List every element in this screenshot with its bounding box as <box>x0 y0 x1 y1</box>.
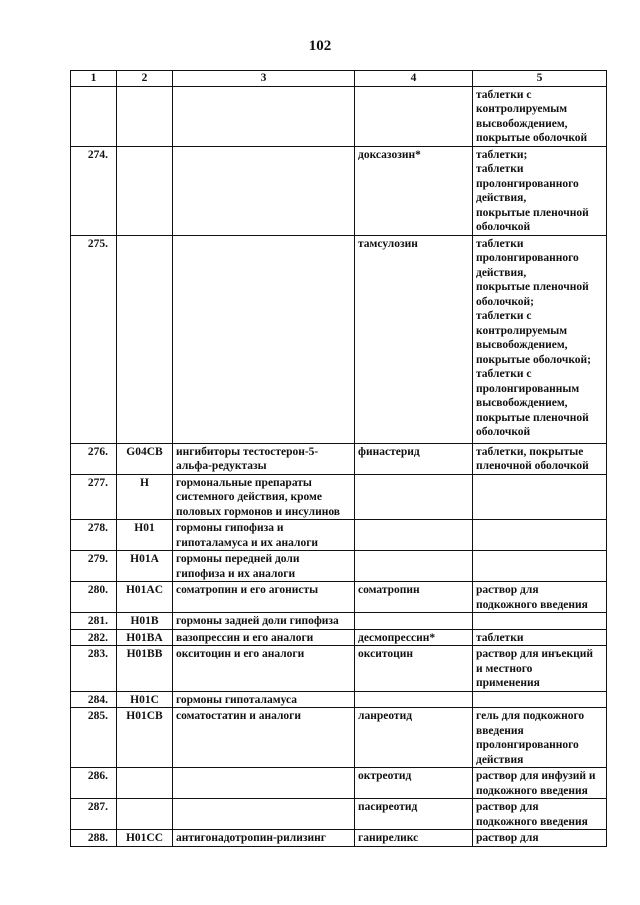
dosage-form: раствор для подкожного введения <box>476 584 588 611</box>
table-row <box>71 613 607 630</box>
table-row <box>71 799 607 830</box>
drug-name-cell <box>355 613 473 630</box>
drug-name-cell <box>355 235 473 443</box>
drug-name: октреотид <box>358 770 412 782</box>
dosage-form-cell <box>473 146 607 235</box>
atc-code: H01A <box>130 553 159 565</box>
atc-group-cell <box>173 799 355 830</box>
row-number-cell <box>71 646 117 692</box>
row-number: 280. <box>87 584 108 596</box>
atc-code-cell <box>117 799 173 830</box>
atc-code-cell <box>117 235 173 443</box>
dosage-form: раствор для инъекций и местного применения <box>476 648 593 689</box>
dosage-form-cell <box>473 799 607 830</box>
atc-code-cell <box>117 474 173 520</box>
table-row <box>71 146 607 235</box>
table-row <box>71 86 607 146</box>
column-header: 3 <box>173 71 355 87</box>
dosage-form: таблетки <box>476 631 524 644</box>
dosage-form-cell <box>473 235 607 443</box>
atc-group: гормоны задней доли гипофиза <box>176 615 339 627</box>
atc-code: G04CB <box>126 445 163 458</box>
atc-group: гормональные препараты системного действия, кроме половых гормонов и инсулинов <box>176 476 341 518</box>
dosage-form-cell <box>473 708 607 768</box>
atc-group: окситоцин и его аналоги <box>176 648 305 660</box>
dosage-form-cell <box>473 551 607 582</box>
row-number: 281. <box>87 615 108 627</box>
row-number-cell <box>71 708 117 768</box>
atc-group-cell <box>173 474 355 520</box>
table-row <box>71 235 607 443</box>
row-number: 283. <box>87 648 108 660</box>
document-table <box>70 70 607 847</box>
dosage-form-cell <box>473 629 607 646</box>
atc-code-cell <box>117 768 173 799</box>
dosage-form-cell <box>473 474 607 520</box>
atc-group: гормоны гипоталамуса <box>176 693 297 706</box>
atc-code: H01C <box>130 693 159 706</box>
drug-name-cell <box>355 443 473 474</box>
row-number: 286. <box>87 770 108 782</box>
atc-group: антигонадотропин-рилизинг <box>176 832 326 844</box>
row-number-cell <box>71 551 117 582</box>
atc-code-cell <box>117 708 173 768</box>
atc-code-cell <box>117 629 173 646</box>
row-number-cell <box>71 799 117 830</box>
drug-name: доксазозин* <box>358 148 421 161</box>
row-number-cell <box>71 235 117 443</box>
atc-code-cell <box>117 582 173 613</box>
drug-name: окситоцин <box>358 648 413 660</box>
atc-group: гормоны передней доли гипофиза и их аналоги <box>176 553 300 580</box>
row-number-cell <box>71 629 117 646</box>
row-number: 285. <box>87 710 108 722</box>
atc-group-cell <box>173 551 355 582</box>
row-number-cell <box>71 86 117 146</box>
atc-group-cell <box>173 768 355 799</box>
table-row <box>71 646 607 692</box>
atc-group: гормоны гипофиза и гипоталамуса и их аналоги <box>176 522 319 549</box>
atc-code: H01B <box>130 615 159 627</box>
dosage-form-cell <box>473 582 607 613</box>
row-number-cell <box>71 691 117 708</box>
dosage-form: раствор для <box>476 832 539 844</box>
dosage-form: раствор для подкожного введения <box>476 801 588 828</box>
table-row <box>71 443 607 474</box>
drug-name-cell <box>355 146 473 235</box>
dosage-form-cell <box>473 443 607 474</box>
dosage-form: раствор для инфузий и подкожного введения <box>476 770 596 797</box>
atc-code-cell <box>117 551 173 582</box>
drug-name: пасиреотид <box>358 801 418 813</box>
dosage-form-cell <box>473 646 607 692</box>
drug-name: ганиреликс <box>358 832 419 844</box>
drug-name-cell <box>355 768 473 799</box>
table-row <box>71 520 607 551</box>
atc-code: H01 <box>134 522 155 534</box>
dosage-form: таблетки пролонгированного действия, покрытые пленочной оболочкой; таблетки с контролируемым высвобождением, покрытые оболочкой; таблетки с пролонгированным высвобождением, покрытые пленочной оболочкой <box>476 237 591 438</box>
atc-group-cell <box>173 235 355 443</box>
atc-group-cell <box>173 708 355 768</box>
column-header: 2 <box>117 71 173 87</box>
row-number-cell <box>71 613 117 630</box>
row-number-cell <box>71 474 117 520</box>
drug-name: ланреотид <box>358 710 413 722</box>
dosage-form-cell <box>473 520 607 551</box>
drug-name-cell <box>355 551 473 582</box>
page-number: 102 <box>308 38 332 54</box>
atc-code-cell <box>117 613 173 630</box>
dosage-form-cell <box>473 768 607 799</box>
atc-group-cell <box>173 613 355 630</box>
drug-name: тамсулозин <box>358 237 418 250</box>
column-header: 1 <box>71 71 117 87</box>
atc-code: H01BB <box>126 648 163 660</box>
row-number: 279. <box>87 553 108 565</box>
drug-name-cell <box>355 830 473 847</box>
atc-group: ингибиторы тестостерон-5- альфа-редуктазы <box>176 445 319 472</box>
atc-code: H01AC <box>125 584 164 596</box>
atc-group: соматостатин и аналоги <box>176 710 301 722</box>
table-row <box>71 708 607 768</box>
dosage-form: таблетки, покрытые пленочной оболочкой <box>476 445 589 472</box>
atc-code: H01CC <box>125 832 164 844</box>
atc-code-cell <box>117 443 173 474</box>
atc-group-cell <box>173 646 355 692</box>
table-row <box>71 582 607 613</box>
row-number: 284. <box>87 693 108 706</box>
atc-group-cell <box>173 443 355 474</box>
atc-code: H01CB <box>126 710 163 722</box>
table-row <box>71 830 607 847</box>
atc-code-cell <box>117 520 173 551</box>
drug-name: финастерид <box>358 445 420 458</box>
column-header: 4 <box>355 71 473 87</box>
dosage-form-cell <box>473 613 607 630</box>
drug-name-cell <box>355 520 473 551</box>
table-row <box>71 768 607 799</box>
drug-name-cell <box>355 474 473 520</box>
dosage-form: гель для подкожного введения пролонгированного действия <box>476 710 585 766</box>
atc-group-cell <box>173 146 355 235</box>
atc-code-cell <box>117 146 173 235</box>
atc-group: вазопрессин и его аналоги <box>176 631 314 644</box>
row-number: 277. <box>87 476 108 489</box>
dosage-form: таблетки; таблетки пролонгированного действия, покрытые пленочной оболочкой <box>476 148 589 233</box>
table-row <box>71 629 607 646</box>
table-row <box>71 551 607 582</box>
atc-code: H01BA <box>126 631 163 644</box>
drug-name-cell <box>355 799 473 830</box>
drug-name-cell <box>355 708 473 768</box>
atc-group: соматропин и его агонисты <box>176 584 319 596</box>
drug-name: десмопрессин* <box>358 631 436 644</box>
row-number-cell <box>71 830 117 847</box>
drug-name-cell <box>355 629 473 646</box>
row-number-cell <box>71 768 117 799</box>
column-header: 5 <box>473 71 607 87</box>
row-number: 282. <box>87 631 108 644</box>
row-number-cell <box>71 146 117 235</box>
atc-code-cell <box>117 691 173 708</box>
row-number-cell <box>71 520 117 551</box>
drug-name-cell <box>355 86 473 146</box>
row-number: 288. <box>87 832 108 844</box>
atc-group-cell <box>173 691 355 708</box>
dosage-form-cell <box>473 830 607 847</box>
table-header-row <box>71 71 607 87</box>
atc-code-cell <box>117 86 173 146</box>
row-number-cell <box>71 582 117 613</box>
drug-name: соматропин <box>358 584 420 596</box>
row-number: 275. <box>87 237 108 250</box>
row-number: 278. <box>87 522 108 534</box>
table-row <box>71 474 607 520</box>
row-number: 276. <box>87 445 108 458</box>
atc-group-cell <box>173 520 355 551</box>
dosage-form-cell <box>473 691 607 708</box>
atc-code-cell <box>117 646 173 692</box>
atc-group-cell <box>173 582 355 613</box>
drug-name-cell <box>355 646 473 692</box>
drug-name-cell <box>355 582 473 613</box>
atc-group-cell <box>173 830 355 847</box>
dosage-form-cell <box>473 86 607 146</box>
table-row <box>71 691 607 708</box>
atc-code: H <box>140 476 149 489</box>
row-number: 287. <box>87 801 108 813</box>
atc-code-cell <box>117 830 173 847</box>
drug-name-cell <box>355 691 473 708</box>
atc-group-cell <box>173 86 355 146</box>
atc-group-cell <box>173 629 355 646</box>
row-number: 274. <box>87 148 108 161</box>
row-number-cell <box>71 443 117 474</box>
dosage-form: таблетки с контролируемым высвобождением, покрытые оболочкой <box>476 88 588 144</box>
